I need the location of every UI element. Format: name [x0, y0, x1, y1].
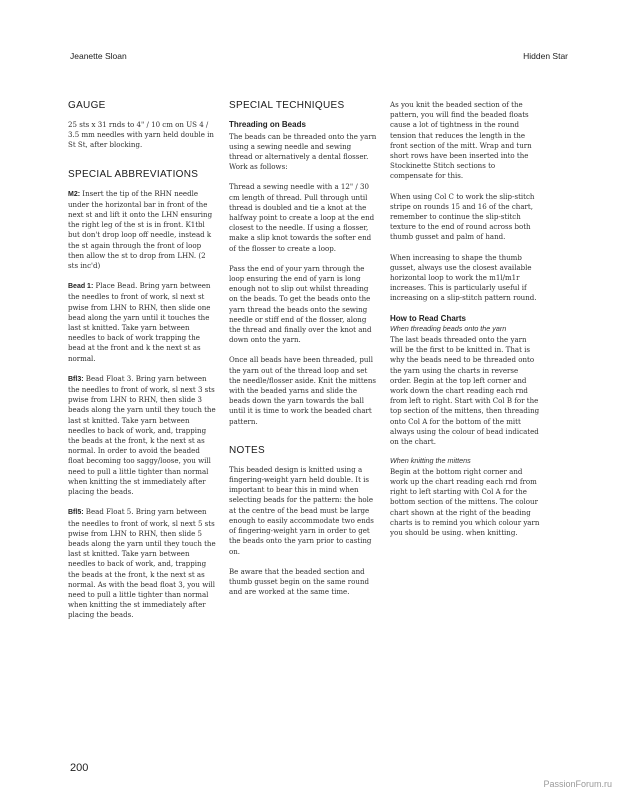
beading-paragraph-3: When increasing to shape the thumb gusset, always use the closest available horizontal loop to work the m1l/m1r increases. This is particularly useful if increasing on a slip-stitch pattern round. — [390, 252, 537, 303]
abbrev-bfl5-label: Bfl5: — [68, 509, 84, 517]
threading-paragraph-3: Pass the end of your yarn through the loop ensuring the end of yarn is long enough not to slip out whilst threading on the beads. To get the beads onto the yarn thread the beads onto the sewing needle or stiff end of the flosser, along the thread and finally over the knot and down onto the yarn. — [229, 263, 372, 345]
gauge-text: 25 sts x 31 rnds to 4" / 10 cm on US 4 / 3.5 mm needles with yarn held double in St St, after blocking. — [68, 120, 214, 150]
notes-heading: NOTES — [229, 444, 265, 456]
abbrev-bead1 — [68, 281, 216, 364]
charts-knitting-paragraph: Begin at the bottom right corner and work up the chart reading each rnd from right to left starting with Col A for the bottom section of the mittens. The colour chart shown at the right of the beading charts is to remind you which colour yarn you should be using. when knitting. — [390, 466, 540, 537]
column-right — [390, 100, 540, 548]
author-header: Jeanette Sloan — [70, 51, 127, 61]
charts-threading-subtitle: When threading beads onto the yarn — [390, 324, 507, 334]
column-left — [68, 100, 216, 631]
notes-paragraph-2: Be aware that the beaded section and thumb gusset begin on the same round and are worked at the same time. — [229, 566, 370, 597]
beading-paragraph-2: When using Col C to work the slip-stitch stripe on rounds 15 and 16 of the chart, remember to continue the slip-stitch texture to the end of round across both thumb gusset and palm of hand. — [390, 191, 535, 242]
abbrev-bfl3 — [68, 374, 216, 497]
threading-paragraph-1: The beads can be threaded onto the yarn using a sewing needle and sewing thread or alternatively a dental flosser. Work as follows: — [229, 131, 377, 172]
beading-paragraph-1: As you knit the beaded section of the pattern, you will find the beaded floats cause a lot of tightness in the round tension that reduces the length in the front section of the mitt. Wrap and turn short rows have been inserted into the Stockinette Stitch sections to compensate for this. — [390, 100, 532, 181]
column-middle — [229, 100, 377, 607]
abbrev-bead1-text: Place Bead. Bring yarn between the needles to front of work, sl next st pwise from LHN to RHN, then slide one bead along the yarn until it touches the last st knitted. Take yarn between needles to back of work trapping the bead at the front and k the next st as normal. — [68, 281, 211, 363]
charts-knitting-subtitle: When knitting the mittens — [390, 456, 471, 466]
page-number: 200 — [70, 762, 89, 774]
abbrev-bfl3-text: Bead Float 3. Bring yarn between the needles to front of work, sl next 3 sts pwise from LHN to RHN, then slide 3 beads along the yarn until they touch the last st knitted. Take yarn between needles to back of work, and, trapping the beads at the front, k the next st as normal. In order to avoid the beaded float becoming too saggy/loose, you will need to pull a little tighter than normal when knitting the st immediately after placing the beads. — [68, 373, 216, 497]
charts-threading-paragraph: The last beads threaded onto the yarn will be the first to be knitted in. That is why the beads need to be threaded onto the yarn using the charts in reverse order. Begin at the top left corner and work down the chart reading each rnd from left to right. Start with Col B for the top section of the mittens, then threading onto Col A for the bottom of the mitt always using the colour of bead indicated on the chart. — [390, 334, 540, 446]
notes-paragraph-1: This beaded design is knitted using a fingering-weight yarn held double. It is important to bear this in mind when selecting beads for the pattern: the hole at the centre of the bead must be large enough to easily accommodate two ends of fingering-weight yarn in order to get the beads onto the yarn prior to casting on. — [229, 464, 374, 556]
watermark: PassionForum.ru — [543, 779, 612, 789]
abbrev-bfl5 — [68, 507, 216, 620]
abbreviations-heading: SPECIAL ABBREVIATIONS — [68, 168, 199, 180]
gauge-heading: GAUGE — [68, 100, 106, 111]
abbrev-m2-label: M2: — [68, 190, 81, 198]
abbrev-m2-text: Insert the tip of the RHN needle under the horizontal bar in front of the next st and lift it onto the LHN ensuring the right leg of the st is in front. K1tbl but don't drop loop off needle, instead k the st again through the front of loop then allow the st to drop from LHN. (2 sts inc'd) — [68, 188, 213, 271]
abbrev-m2 — [68, 189, 216, 272]
abbrev-bfl3-label: Bfl3: — [68, 375, 84, 383]
pattern-name-header: Hidden Star — [523, 51, 568, 61]
techniques-heading: SPECIAL TECHNIQUES — [229, 100, 345, 111]
abbrev-bfl5-text: Bead Float 5. Bring yarn between the needles to front of work, sl next 5 sts pwise from LHN to RHN, then slide 5 beads along the yarn until they touch the last st knitted. Take yarn between needles to back of work, and, trapping the beads at the front, k the next st as normal. As with the bead float 3, you will need to pull a little tighter than normal when knitting the st immediately after placing the beads. — [68, 507, 216, 620]
threading-subheading: Threading on Beads — [229, 120, 306, 129]
abbrev-bead1-label: Bead 1: — [68, 283, 94, 291]
charts-subheading: How to Read Charts — [390, 313, 467, 323]
threading-paragraph-4: Once all beads have been threaded, pull the yarn out of the thread loop and set the needle/flosser aside. Knit the mittens with the beaded yarns and slide the beads down the yarn towards the ball until it is time to work the beaded chart pattern. — [229, 355, 376, 426]
threading-paragraph-2: Thread a sewing needle with a 12" / 30 cm length of thread. Pull through until thread is doubled and tie a knot at the halfway point to create a loop at the end closest to the needle. If using a flosser, make a slip knot towards the softer end of the flosser to create a loop. — [229, 182, 375, 253]
